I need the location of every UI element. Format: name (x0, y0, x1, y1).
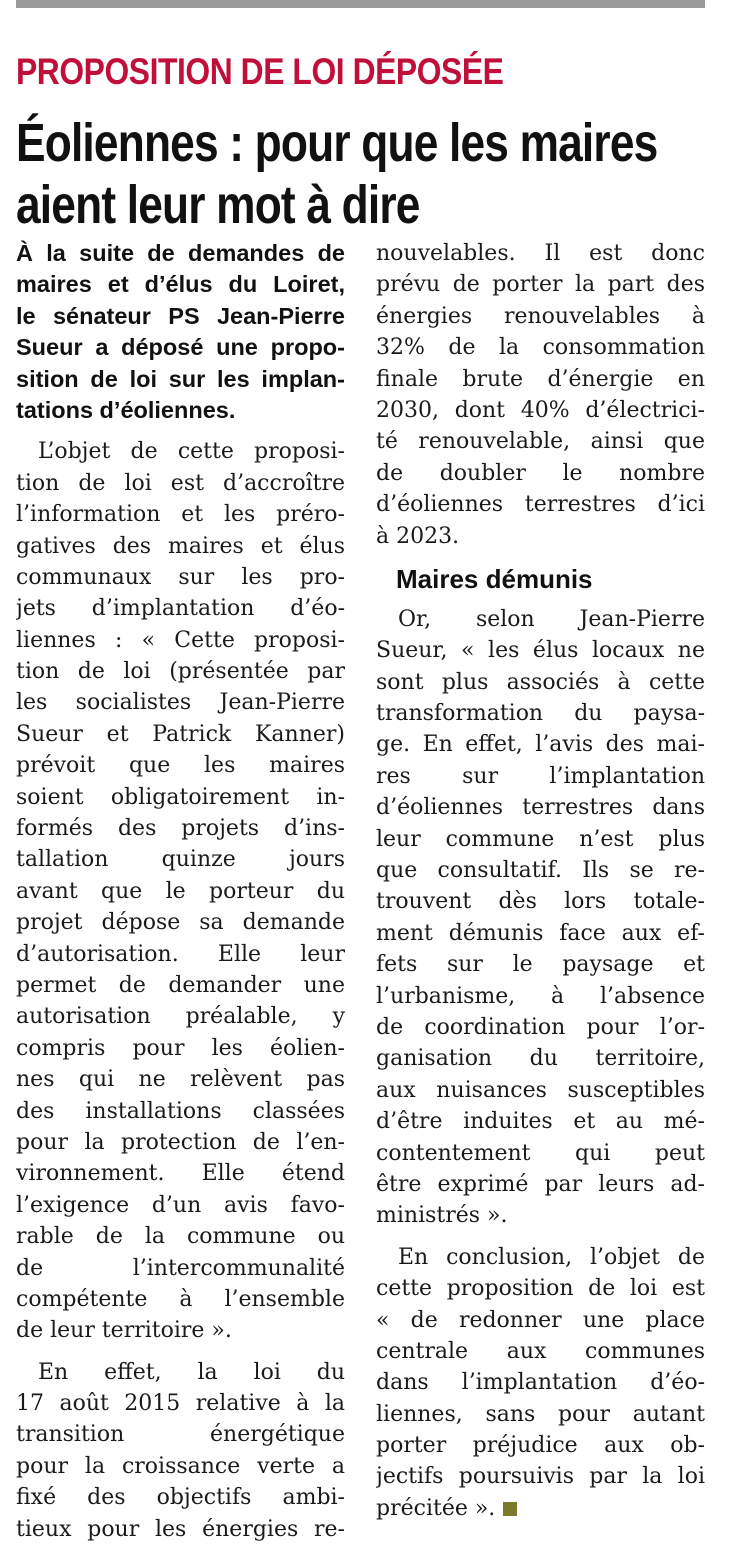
text-line: Sueur, « les élus locaux ne (376, 638, 705, 664)
text-line: projet dépose sa demande (16, 910, 345, 936)
body-paragraph (376, 604, 705, 1232)
headline (16, 112, 657, 236)
text-line: « de redonner une place (376, 1307, 705, 1333)
text-line: être exprimé par leurs ad- (376, 1171, 705, 1197)
text-line: porter préjudice aux ob- (376, 1433, 705, 1459)
text-line: té renouvelable, ainsi que (376, 429, 705, 455)
text-line: Or, selon Jean-Pierre (398, 606, 705, 632)
text-line: Sueur et Patrick Kanner) (16, 721, 345, 747)
text-line: ment démunis face aux ef- (376, 920, 705, 946)
lead-line: À la suite de demandes de (16, 240, 345, 266)
text-line: prévoit que les maires (16, 753, 345, 779)
text-line: permet de demander une (16, 972, 345, 998)
text-line: liennes : « Cette proposi- (16, 627, 345, 653)
text-line: dans l’implantation d’éo- (376, 1370, 705, 1396)
text-line: 2030, dont 40% d’électrici- (376, 397, 705, 423)
end-of-article-square-icon (503, 1502, 517, 1516)
lead-line: Sueur a déposé une propo- (16, 334, 345, 361)
text-line: de doubler le nombre (376, 460, 705, 486)
text-line: de leur territoire ». (16, 1318, 232, 1344)
text-line: les socialistes Jean-Pierre (16, 690, 345, 716)
text-line: compris pour les éolien- (16, 1035, 345, 1061)
body-paragraph (16, 436, 345, 1346)
text-line: autorisation préalable, y (16, 1004, 345, 1030)
text-line: ministrés ». (376, 1203, 508, 1229)
text-line: centrale aux communes (376, 1338, 705, 1364)
text-line: rable de la commune ou (16, 1224, 345, 1250)
body-paragraph (376, 1242, 705, 1525)
text-line: 32% de la consommation (376, 335, 705, 361)
text-line: d’éoliennes terrestres dans (376, 795, 705, 821)
text-line: tion de loi (présentée par (16, 659, 345, 685)
text-line: d’être induites et au mé- (376, 1109, 705, 1135)
text-line: ge. En effet, l’avis des mai- (376, 732, 705, 758)
text-line: transformation du paysa- (376, 701, 705, 727)
text-line: tallation quinze jours (16, 847, 345, 873)
text-line: trouvent dès lors totale- (376, 889, 705, 915)
headline-line: Éoliennes : pour que les maires (16, 113, 658, 173)
text-line: vironnement. Elle étend (16, 1161, 345, 1187)
text-line: finale brute d’énergie en (376, 366, 705, 392)
text-line: L’objet de cette proposi- (38, 439, 345, 465)
lead-paragraph (16, 238, 345, 426)
text-line: nouvelables. Il est donc (376, 241, 705, 266)
text-line: énergies renouvelables à (376, 303, 705, 329)
text-line: des installations classées (16, 1098, 345, 1124)
text-line: ganisation du territoire, (376, 1046, 705, 1072)
lead-line: tations d’éoliennes. (16, 396, 236, 423)
text-line: à 2023. (376, 523, 460, 549)
text-line: l’urbanisme, à l’absence (376, 983, 705, 1009)
text-line: gatives des maires et élus (16, 533, 345, 559)
text-line: de l’intercommunalité (16, 1255, 345, 1281)
text-line: compétente à l’ensemble (16, 1286, 345, 1312)
text-line: jets d’implantation d’éo- (16, 596, 345, 622)
text-line: l’exigence d’un avis favo- (16, 1192, 345, 1218)
lead-line: le sénateur PS Jean-Pierre (16, 302, 345, 329)
text-line: En conclusion, l’objet de (398, 1244, 705, 1270)
headline-line: aient leur mot à dire (16, 175, 420, 235)
text-line: pour la croissance verte a (16, 1453, 345, 1479)
body-paragraph (376, 238, 705, 552)
top-rule (16, 0, 705, 8)
text-line: que consultatif. Ils se re- (376, 858, 705, 884)
text-line: En effet, la loi du (38, 1359, 345, 1385)
text-line: d’autorisation. Elle leur (16, 941, 345, 967)
text-line: transition énergétique (16, 1422, 345, 1448)
text-line: cette proposition de loi est (376, 1276, 705, 1302)
body-paragraph (16, 1357, 345, 1545)
text-line: tieux pour les énergies re- (16, 1516, 345, 1542)
column-right (376, 238, 705, 1524)
text-line: jectifs poursuivis par la loi (376, 1464, 705, 1490)
text-line: d’éoliennes terrestres d’ici (376, 492, 705, 518)
text-line: de coordination pour l’or- (376, 1015, 705, 1040)
text-line: liennes, sans pour autant (376, 1401, 705, 1427)
text-line: res sur l’implantation (376, 763, 705, 789)
text-line: sont plus associés à cette (376, 669, 705, 695)
text-line: communaux sur les pro- (16, 564, 345, 590)
kicker: PROPOSITION DE LOI DÉPOSÉE (16, 51, 504, 92)
text-line: formés des projets d’ins- (16, 816, 345, 842)
text-line: 17 août 2015 relative à la (16, 1391, 345, 1417)
text-line: leur commune n’est plus (376, 826, 705, 852)
text-line: nes qui ne relèvent pas (16, 1067, 345, 1093)
text-line: soient obligatoirement in- (16, 784, 345, 810)
text-line: fixé des objectifs ambi- (16, 1485, 345, 1511)
lead-line: sition de loi sur les implan- (16, 365, 345, 392)
text-line: prévu de porter la part des (376, 272, 705, 298)
text-line: aux nuisances susceptibles (376, 1077, 705, 1103)
text-line: tion de loi est d’accroître (16, 470, 345, 496)
text-line: contentement qui peut (376, 1140, 705, 1166)
text-line: l’information et les préro- (16, 502, 345, 528)
text-line: fets sur le paysage et (376, 952, 705, 978)
column-left (16, 238, 345, 1545)
text-line: pour la protection de l’en- (16, 1129, 345, 1155)
subheading: Maires démunis (396, 563, 593, 594)
text-line: précitée ». (376, 1493, 705, 1524)
text-line: avant que le porteur du (16, 878, 345, 904)
lead-line: maires et d’élus du Loiret, (16, 271, 345, 298)
